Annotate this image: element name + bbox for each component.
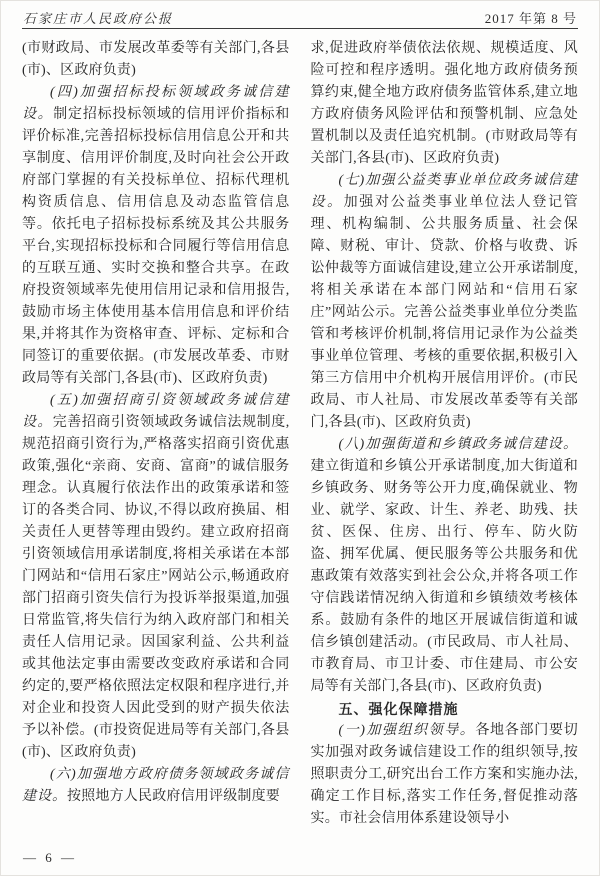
- body-text: 求,促进政府举债依法依规、规模适度、风险可控和程序透明。强化地方政府债务预算约束,健全地方政府债务监管体系,建立地方政府债务风险评估和预警机制、应急处置机制以及责任追究机制。(市财政局等有关部门,各县(市)、区政府负责): [310, 41, 578, 166]
- lead-in-text: (五)加强招商引资领域政务诚信建设。: [22, 393, 290, 430]
- body-text: 建立街道和乡镇公开承诺制度,加大街道和乡镇政务、财务等公开力度,确保就业、物业、就学、家政、计生、养老、助残、扶贫、医保、住房、出行、停车、防火防盗、拥军优属、便民服务等公共服务和优惠政策有效落实到社会公众,并将各项工作守信践诺情况纳入街道和乡镇绩效考核体系。鼓励有条件的地区开展诚信街道和诚信乡镇创建活动。(市民政局、市人社局、市教育局、市卫计委、市住建局、市公安局等有关部门,各县(市)、区政府负责): [310, 459, 578, 694]
- paragraph: [22, 764, 290, 808]
- paragraph: [311, 720, 579, 830]
- lead-in-text: (八)加强街道和乡镇政务诚信建设。: [338, 437, 578, 452]
- publication-title: 石家庄市人民政府公报: [23, 11, 174, 26]
- paragraph: [22, 390, 290, 764]
- heading-text: 五、强化保障措施: [338, 701, 459, 717]
- body-text: 按照地方人民政府信用评级制度要: [67, 789, 280, 804]
- lead-in-text: (一)加强组织领导。: [338, 723, 476, 738]
- paragraph: [311, 434, 579, 698]
- two-column-body: [22, 38, 578, 830]
- lead-in-text: (六)加强地方政府债务领域政务诚信建设。: [22, 767, 290, 804]
- body-text: (市财政局、市发展改革委等有关部门,各县(市)、区政府负责): [22, 41, 290, 78]
- lead-in-text: (四)加强招标投标领域政务诚信建设。: [22, 85, 290, 122]
- left-column: [22, 38, 290, 830]
- body-text: 各地各部门要切实加强对政务诚信建设工作的组织领导,按照职责分工,研究出台工作方案和实施办法,确定工作目标,落实工作任务,督促推动落实。市社会信用体系建设领导小: [310, 723, 578, 826]
- header-rule: [22, 28, 578, 29]
- body-text: 加强对公益类事业单位法人登记管理、机构编制、公共服务质量、社会保障、财税、审计、贷款、价格与收费、诉讼仲裁等方面诚信建设,建立公开承诺制度,将相关承诺在本部门网站和“信用石家庄”网站公示。完善公益类事业单位分类监管和考核评价机制,将信用记录作为公益类事业单位管理、考核的重要依据,积极引入第三方信用中介机构开展信用评价。(市民政局、市人社局、市发展改革委等有关部门,各县(市)、区政府负责): [310, 195, 578, 430]
- page-header: [22, 8, 578, 25]
- paragraph: [22, 38, 290, 82]
- body-text: 完善招商引资领域政务诚信法规制度,规范招商引资行为,严格落实招商引资优惠政策,强化“亲商、安商、富商”的诚信服务理念。认真履行依法作出的政策承诺和签订的各类合同、协议,不得以政府换届、相关责任人更替等理由毁约。建立政府招商引资领域信用承诺制度,将相关承诺在本部门网站和“信用石家庄”网站公示,畅通政府部门招商引资失信行为投诉举报渠道,加强日常监管,将失信行为纳入政府部门和相关责任人信用记录。因国家利益、公共利益或其他法定事由需要改变政府承诺和合同约定的,要严格依照法定权限和程序进行,并对企业和投资人因此受到的财产损失依法予以补偿。(市投资促进局等有关部门,各县(市)、区政府负责): [22, 415, 290, 760]
- right-column: [311, 38, 579, 830]
- page-number: — 6 —: [23, 850, 77, 865]
- paragraph: [311, 38, 579, 170]
- lead-in-text: (七)加强公益类事业单位政务诚信建设。: [310, 173, 578, 210]
- issue-number: 2017 年第 8 号: [484, 11, 577, 26]
- section-heading: [311, 698, 579, 720]
- paragraph: [22, 82, 290, 390]
- paragraph: [311, 170, 579, 434]
- body-text: 制定招标投标领域的信用评价指标和评价标准,完善招标投标信用信息公开和共享制度、信用评价制度,及时向社会公开政府部门掌握的有关投标单位、招标代理机构资质信息、信用信息及动态监管信息等。依托电子招标投标系统及其公共服务平台,实现招标投标和合同履行等信用信息的互联互通、实时交换和整合共享。在政府投资领域率先使用信用记录和信用报告,鼓励市场主体使用基本信用信息和评价结果,并将其作为资格审查、评标、定标和合同签订的重要依据。(市发展改革委、市财政局等有关部门,各县(市)、区政府负责): [22, 107, 290, 386]
